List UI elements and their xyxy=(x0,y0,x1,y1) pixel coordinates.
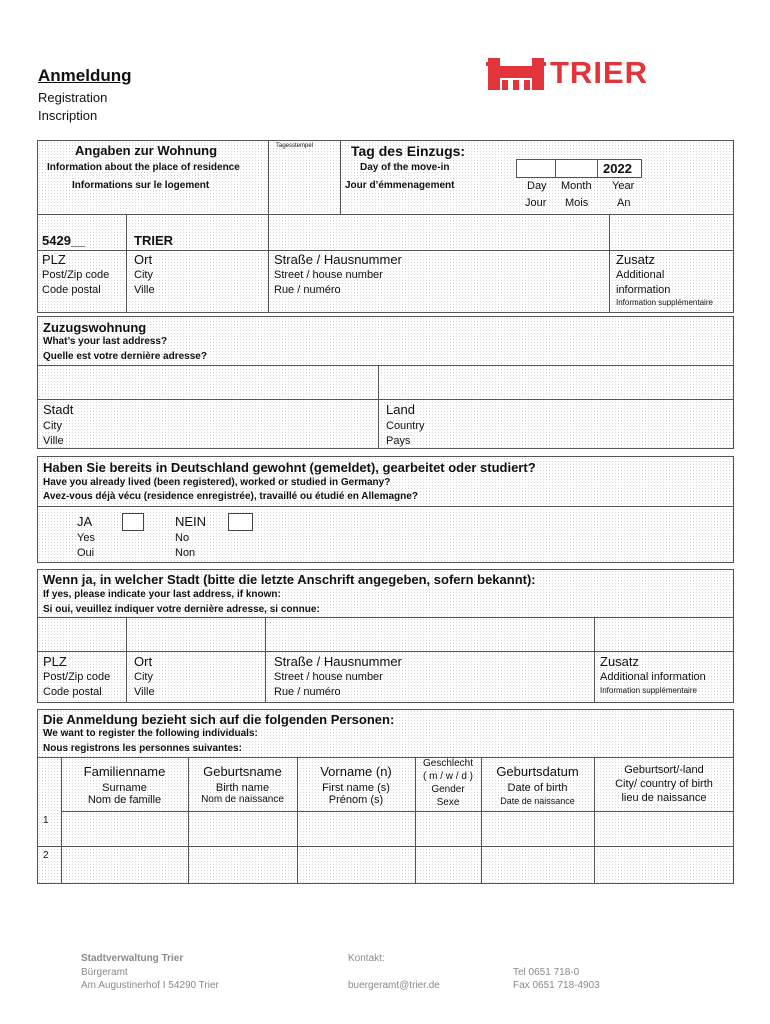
col-pob-fr: lieu de naissance xyxy=(621,792,707,804)
residence-heading-fr: Informations sur le logement xyxy=(72,180,210,191)
subtitle-en: Registration xyxy=(38,90,108,105)
subtitle-fr: Inscription xyxy=(38,108,98,123)
last-ort-label: Ort xyxy=(134,654,153,669)
month-label-fr: Mois xyxy=(565,197,589,209)
last-plz-label: PLZ xyxy=(43,654,67,669)
yes-label-en: Yes xyxy=(77,532,95,544)
col-gender-header xyxy=(416,758,480,808)
last-street-label-en: Street / house number xyxy=(274,671,383,683)
previous-heading-fr: Quelle est votre dernière adresse? xyxy=(43,351,207,362)
col-pob-de: Geburtsort/-land xyxy=(624,764,704,776)
movein-heading: Tag des Einzugs: xyxy=(351,143,466,159)
city-gate-icon xyxy=(486,58,546,90)
country-label-en: Country xyxy=(386,420,425,432)
col-pob-header xyxy=(595,764,733,804)
col-firstname-header xyxy=(298,764,414,806)
which-city-heading: Wenn ja, in welcher Stadt (bitte die letzte Anschrift angegeben, sofern bekannt): xyxy=(43,572,536,587)
col-gender-fr: Sexe xyxy=(436,797,460,808)
lived-question-fr: Avez-vous déjà vécu (residence enregistrée), travaillé ou étudié en Allemagne? xyxy=(43,491,418,502)
col-firstname-en: First name (s) xyxy=(322,782,390,794)
extra-label: Zusatz xyxy=(616,252,656,267)
which-city-heading-en: If yes, please indicate your last address, if known: xyxy=(43,589,281,600)
city-label-fr: Ville xyxy=(43,435,64,447)
movein-year-value: 2022 xyxy=(603,161,632,176)
col-surname-header xyxy=(62,764,187,806)
country-label: Land xyxy=(386,402,415,417)
form-title: Anmeldung xyxy=(38,66,132,85)
street-label: Straße / Hausnummer xyxy=(274,252,402,267)
ort-label: Ort xyxy=(134,252,153,267)
col-gender-en: Gender xyxy=(431,784,465,795)
yes-label-fr: Oui xyxy=(77,547,95,559)
logo-text: TRIER xyxy=(550,55,648,90)
row-number: 1 xyxy=(43,815,49,826)
no-label-en: No xyxy=(175,532,190,544)
footer-fax: Fax 0651 718-4903 xyxy=(513,980,600,991)
last-ort-label-en: City xyxy=(134,671,153,683)
col-pob-en: City/ country of birth xyxy=(615,778,713,790)
lived-question-en: Have you already lived (been registered), worked or studied in Germany? xyxy=(43,477,391,488)
street-label-fr: Rue / numéro xyxy=(274,284,341,296)
extra-label-fr: Information supplémentaire xyxy=(616,298,713,307)
no-checkbox[interactable] xyxy=(228,513,253,531)
last-ort-label-fr: Ville xyxy=(134,686,155,698)
col-firstname-fr: Prénom (s) xyxy=(328,794,384,806)
col-dob-en: Date of birth xyxy=(507,782,568,794)
city-label: Stadt xyxy=(43,402,74,417)
movein-en: Day of the move-in xyxy=(360,162,450,173)
last-street-input[interactable] xyxy=(267,619,593,650)
last-extra-label-en: Additional information xyxy=(600,671,706,683)
person-row-2[interactable] xyxy=(62,847,734,883)
person-row-1[interactable] xyxy=(62,812,734,845)
last-street-label: Straße / Hausnummer xyxy=(274,654,402,669)
ort-value[interactable]: TRIER xyxy=(134,233,173,248)
footer-org: Stadtverwaltung Trier xyxy=(81,953,184,964)
persons-heading-fr: Nous registrons les personnes suivantes: xyxy=(43,743,242,754)
yes-label: JA xyxy=(77,514,93,529)
ort-label-fr: Ville xyxy=(134,284,155,296)
col-surname-fr: Nom de famille xyxy=(87,794,162,806)
previous-country-input[interactable] xyxy=(380,367,733,398)
street-label-en: Street / house number xyxy=(274,269,383,281)
previous-heading-en: What’s your last address? xyxy=(43,336,168,347)
col-birthname-de: Geburtsname xyxy=(203,764,282,779)
col-dob-fr: Date de naissance xyxy=(500,796,575,806)
persons-heading-en: We want to register the following individuals: xyxy=(43,728,258,739)
col-surname-de: Familienname xyxy=(83,764,166,779)
plz-label-fr: Code postal xyxy=(42,284,101,296)
movein-fr: Jour d’émmenagement xyxy=(345,180,455,191)
previous-city-input[interactable] xyxy=(39,367,377,398)
year-label-fr: An xyxy=(617,197,631,209)
last-plz-label-fr: Code postal xyxy=(43,686,102,698)
city-label-en: City xyxy=(43,420,62,432)
residence-heading: Angaben zur Wohnung xyxy=(75,143,218,158)
year-label-en: Year xyxy=(612,180,635,192)
footer-tel: Tel 0651 718-0 xyxy=(513,967,580,978)
persons-heading: Die Anmeldung bezieht sich auf die folgenden Personen: xyxy=(43,712,395,727)
previous-heading: Zuzugswohnung xyxy=(43,320,147,335)
last-extra-label: Zusatz xyxy=(600,654,640,669)
last-plz-label-en: Post/Zip code xyxy=(43,671,111,683)
row-number: 2 xyxy=(43,850,49,861)
extra-label-en-1: Additional xyxy=(616,269,665,281)
which-city-heading-fr: Si oui, veuillez indiquer votre dernière adresse, si connue: xyxy=(43,604,320,615)
street-input[interactable] xyxy=(270,216,608,249)
day-label-fr: Jour xyxy=(525,197,547,209)
col-surname-en: Surname xyxy=(102,782,147,794)
no-label-fr: Non xyxy=(175,547,196,559)
no-label: NEIN xyxy=(175,514,207,529)
last-extra-label-fr: Information supplémentaire xyxy=(600,686,697,695)
col-birthname-en: Birth name xyxy=(215,782,270,794)
plz-label-en: Post/Zip code xyxy=(42,269,110,281)
col-firstname-de: Vorname (n) xyxy=(320,764,392,779)
col-dob-de: Geburtsdatum xyxy=(496,764,579,779)
last-plz-input[interactable] xyxy=(39,619,125,650)
day-label-en: Day xyxy=(527,180,547,192)
last-ort-input[interactable] xyxy=(128,619,264,650)
last-street-label-fr: Rue / numéro xyxy=(274,686,341,698)
footer-address: Am Augustinerhof I 54290 Trier xyxy=(81,980,219,991)
month-label-en: Month xyxy=(561,180,592,192)
extra-label-en-2: information xyxy=(616,284,671,296)
footer-contact-label: Kontakt: xyxy=(348,953,385,964)
col-gender-de: Geschlecht xyxy=(422,758,474,769)
extra-input[interactable] xyxy=(611,216,733,249)
last-extra-input[interactable] xyxy=(596,619,733,650)
stamp-label: Tagesstempel xyxy=(276,143,314,149)
ort-label-en: City xyxy=(134,269,153,281)
col-gender-mwd: ( m / w / d ) xyxy=(423,771,473,782)
col-birthname-fr: Nom de naissance xyxy=(201,794,284,805)
yes-checkbox[interactable] xyxy=(122,513,144,531)
col-dob-header xyxy=(482,764,593,806)
col-birthname-header xyxy=(189,764,296,805)
residence-heading-en: Information about the place of residence xyxy=(47,162,240,173)
trier-logo xyxy=(486,55,668,92)
plz-label: PLZ xyxy=(42,252,66,267)
footer-email[interactable]: buergeramt@trier.de xyxy=(348,980,440,991)
lived-question: Haben Sie bereits in Deutschland gewohnt (gemeldet), gearbeitet oder studiert? xyxy=(43,460,536,475)
country-label-fr: Pays xyxy=(386,435,411,447)
footer-dept: Bürgeramt xyxy=(81,967,128,978)
plz-value[interactable]: 5429__ xyxy=(42,233,86,248)
